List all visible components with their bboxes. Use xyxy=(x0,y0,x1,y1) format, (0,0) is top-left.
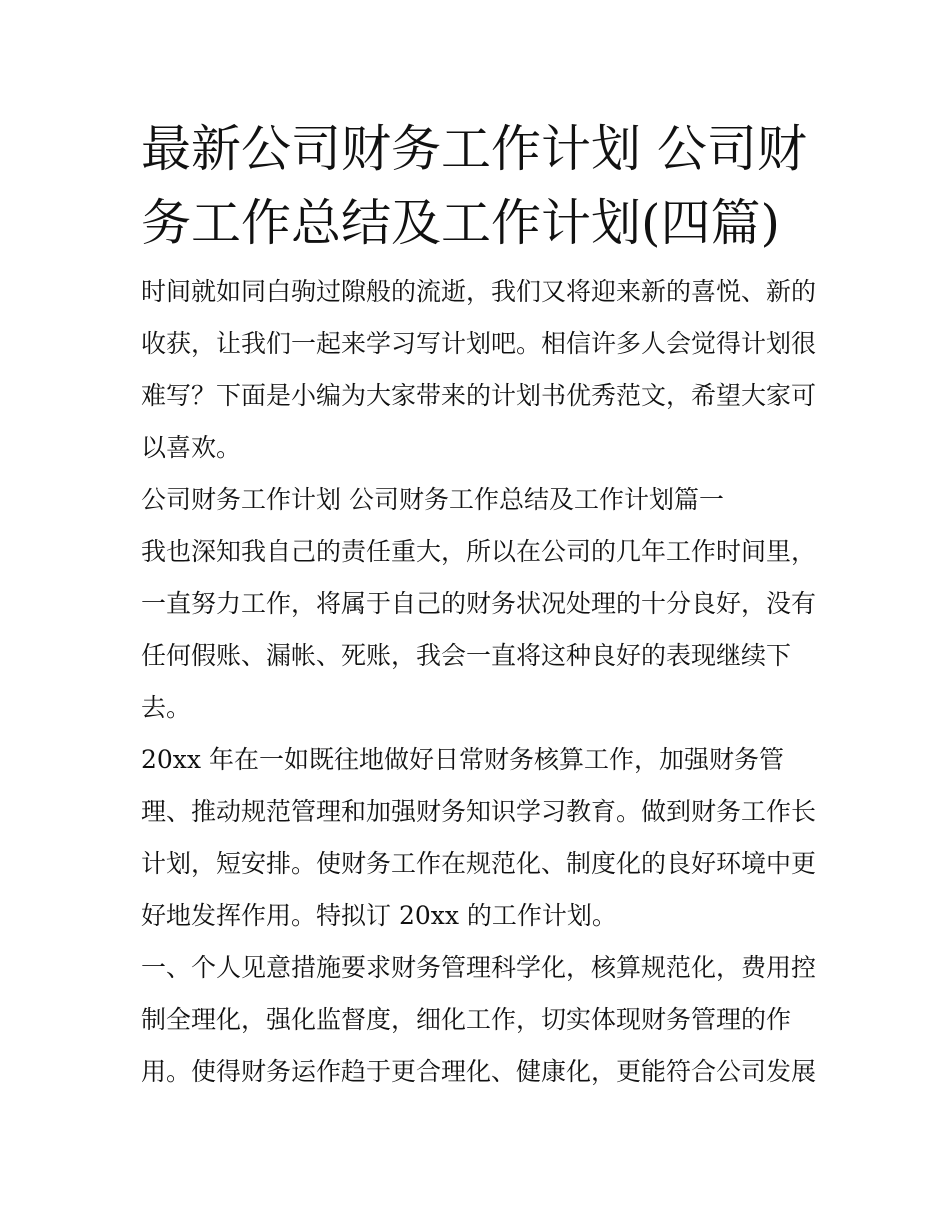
text-line: 去。 xyxy=(141,693,192,722)
text-line: 用。使得财务运作趋于更合理化、健康化，更能符合公司发展 xyxy=(141,1057,817,1086)
title-line: 务工作总结及工作计划(四篇) xyxy=(141,194,781,252)
document-content xyxy=(141,112,817,1098)
section-heading: 公司财务工作计划 公司财务工作总结及工作计划篇一 xyxy=(141,485,724,514)
text-line: 一直努力工作，将属于自己的财务状况处理的十分良好，没有 xyxy=(141,589,817,618)
text-line: 任何假账、漏帐、死账，我会一直将这种良好的表现继续下 xyxy=(141,641,792,670)
intro-paragraph xyxy=(141,266,817,474)
document-title xyxy=(141,112,813,260)
document-body xyxy=(141,266,817,1098)
text-line: 制全理化，强化监督度，细化工作，切实体现财务管理的作 xyxy=(141,1005,792,1034)
text-line: 一、个人见意措施要求财务管理科学化，核算规范化，费用控 xyxy=(141,953,817,982)
text-line: 20xx 年在一如既往地做好日常财务核算工作，加强财务管 xyxy=(141,745,784,774)
text-line: 计划，短安排。使财务工作在规范化、制度化的良好环境中更 xyxy=(141,849,817,878)
text-line: 我也深知我自己的责任重大，所以在公司的几年工作时间里， xyxy=(141,537,817,566)
text-line: 好地发挥作用。特拟订 20xx 的工作计划。 xyxy=(141,901,617,930)
body-paragraph-1 xyxy=(141,526,817,734)
text-line: 以喜欢。 xyxy=(141,433,242,462)
text-line: 理、推动规范管理和加强财务知识学习教育。做到财务工作长 xyxy=(141,797,817,826)
body-paragraph-3 xyxy=(141,942,817,1098)
text-line: 收获，让我们一起来学习写计划吧。相信许多人会觉得计划很 xyxy=(141,329,817,358)
text-line: 难写？下面是小编为大家带来的计划书优秀范文，希望大家可 xyxy=(141,381,817,410)
body-paragraph-2 xyxy=(141,734,817,942)
title-line: 最新公司财务工作计划 公司财 xyxy=(141,120,807,178)
text-line: 时间就如同白驹过隙般的流逝，我们又将迎来新的喜悦、新的 xyxy=(141,277,817,306)
